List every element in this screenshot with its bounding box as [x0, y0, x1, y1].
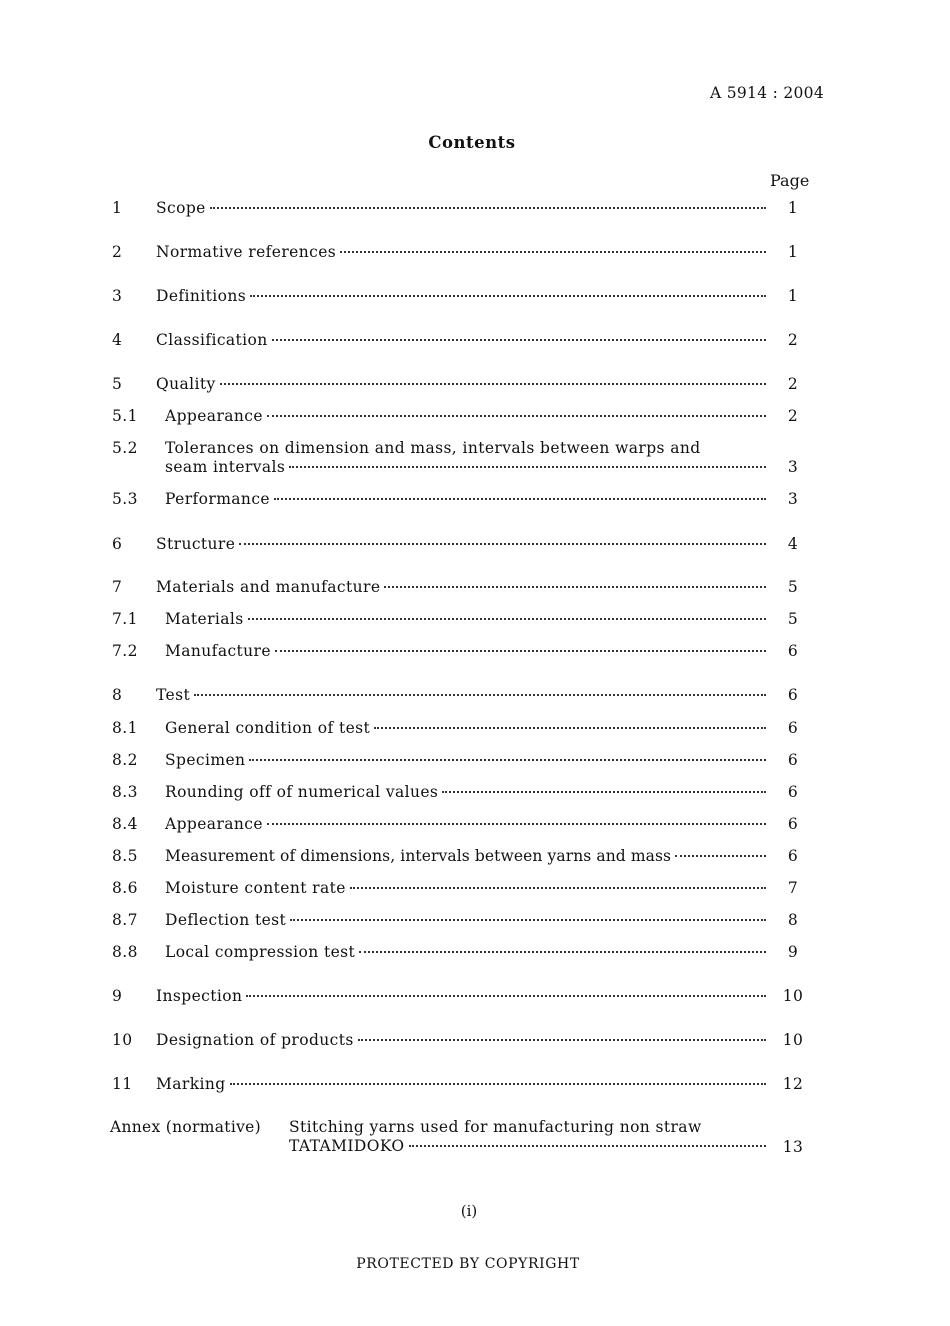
entry-title: Classification: [156, 331, 268, 349]
entry-title-line1: Tolerances on dimension and mass, intervals between warps and: [165, 439, 701, 457]
leader-dots: [194, 694, 766, 696]
entry-page: 3: [787, 458, 799, 476]
document-code: A 5914 : 2004: [710, 84, 824, 102]
entry-page: 1: [787, 243, 799, 261]
toc-entry-7-1[interactable]: [0, 610, 950, 634]
toc-entry-6[interactable]: [0, 535, 950, 559]
leader-dots: [384, 586, 766, 588]
entry-title: Rounding off of numerical values: [165, 783, 439, 801]
leader-dots: [442, 791, 766, 793]
entry-page: 6: [787, 815, 799, 833]
leader-dots: [275, 650, 766, 652]
entry-number: 1: [112, 199, 123, 217]
entry-page: 10: [782, 987, 804, 1005]
toc-entry-5[interactable]: [0, 375, 950, 399]
entry-title: Designation of products: [156, 1031, 354, 1049]
toc-entry-8-3[interactable]: [0, 783, 950, 807]
entry-number: 8.2: [112, 751, 138, 769]
entry-title-line2: seam intervals: [165, 458, 286, 476]
leader-dots: [210, 207, 766, 209]
entry-page: 8: [787, 911, 799, 929]
entry-title: Quality: [156, 375, 216, 393]
entry-number: 5.1: [112, 407, 138, 425]
toc-entry-8-4[interactable]: [0, 815, 950, 839]
entry-page: 10: [782, 1031, 804, 1049]
entry-number: 8.4: [112, 815, 138, 833]
entry-number: 9: [112, 987, 123, 1005]
entry-number: 3: [112, 287, 123, 305]
entry-page: 1: [787, 199, 799, 217]
annex-title-line1: Stitching yarns used for manufacturing non straw: [289, 1118, 702, 1136]
entry-title: Test: [156, 686, 191, 704]
copyright-notice: PROTECTED BY COPYRIGHT: [356, 1256, 580, 1272]
entry-page: 2: [787, 331, 799, 349]
page-number: (i): [460, 1202, 478, 1220]
toc-entry-10[interactable]: [0, 1031, 950, 1055]
entry-title: Deflection test: [165, 911, 287, 929]
entry-title: Marking: [156, 1075, 226, 1093]
leader-dots: [289, 466, 766, 468]
entry-number: 11: [112, 1075, 133, 1093]
entry-number: 5.2: [112, 439, 138, 457]
toc-entry-9[interactable]: [0, 987, 950, 1011]
entry-title: Structure: [156, 535, 236, 553]
toc-entry-1[interactable]: [0, 199, 950, 223]
toc-entry-5-2[interactable]: [0, 439, 950, 483]
leader-dots: [230, 1083, 766, 1085]
leader-dots: [340, 251, 766, 253]
entry-number: 6: [112, 535, 123, 553]
entry-number: 8.5: [112, 847, 138, 865]
entry-title: Appearance: [165, 815, 263, 833]
entry-page: 2: [787, 375, 799, 393]
leader-dots: [250, 295, 766, 297]
leader-dots: [274, 498, 766, 500]
entry-title: Local compression test: [165, 943, 356, 961]
entry-title: Normative references: [156, 243, 337, 261]
entry-number: 7.1: [112, 610, 138, 628]
leader-dots: [248, 618, 766, 620]
entry-title: Manufacture: [165, 642, 271, 660]
entry-number: 8: [112, 686, 123, 704]
leader-dots: [220, 383, 766, 385]
leader-dots: [267, 415, 766, 417]
toc-entry-8-6[interactable]: [0, 879, 950, 903]
entry-page: 6: [787, 751, 799, 769]
toc-entry-8-1[interactable]: [0, 719, 950, 743]
entry-page: 6: [787, 783, 799, 801]
entry-page: 6: [787, 686, 799, 704]
toc-entry-5-3[interactable]: [0, 490, 950, 514]
entry-title: Scope: [156, 199, 206, 217]
leader-dots: [249, 759, 766, 761]
entry-page: 12: [782, 1075, 804, 1093]
toc-entry-11[interactable]: [0, 1075, 950, 1099]
entry-page: 13: [782, 1138, 804, 1156]
leader-dots: [239, 543, 766, 545]
entry-number: 10: [112, 1031, 133, 1049]
leader-dots: [358, 1039, 766, 1041]
toc-entry-8-2[interactable]: [0, 751, 950, 775]
entry-number: 5: [112, 375, 123, 393]
entry-number: 7.2: [112, 642, 138, 660]
entry-title: Appearance: [165, 407, 263, 425]
toc-entry-2[interactable]: [0, 243, 950, 267]
entry-page: 1: [787, 287, 799, 305]
toc-entry-annex[interactable]: [0, 1118, 950, 1162]
entry-number: 8.1: [112, 719, 138, 737]
entry-number: 5.3: [112, 490, 138, 508]
toc-entry-3[interactable]: [0, 287, 950, 311]
toc-entry-7[interactable]: [0, 578, 950, 602]
leader-dots: [246, 995, 766, 997]
toc-entry-5-1[interactable]: [0, 407, 950, 431]
entry-title: Materials: [165, 610, 244, 628]
toc-entry-4[interactable]: [0, 331, 950, 355]
toc-entry-7-2[interactable]: [0, 642, 950, 666]
entry-page: 6: [787, 719, 799, 737]
page-column-label: Page: [770, 171, 810, 190]
entry-page: 2: [787, 407, 799, 425]
entry-page: 9: [787, 943, 799, 961]
toc-entry-8-5[interactable]: [0, 847, 950, 871]
entry-title: Definitions: [156, 287, 247, 305]
entry-number: 2: [112, 243, 123, 261]
page-title: Contents: [428, 133, 516, 152]
leader-dots: [409, 1145, 766, 1147]
entry-page: 6: [787, 847, 799, 865]
annex-label: Annex (normative): [110, 1118, 261, 1136]
leader-dots: [272, 339, 766, 341]
toc-entry-8-7[interactable]: [0, 911, 950, 935]
entry-number: 8.3: [112, 783, 138, 801]
leader-dots: [675, 855, 766, 857]
leader-dots: [267, 823, 766, 825]
entry-page: 5: [787, 578, 799, 596]
entry-title: Specimen: [165, 751, 246, 769]
entry-title: Materials and manufacture: [156, 578, 381, 596]
entry-page: 5: [787, 610, 799, 628]
entry-title: Performance: [165, 490, 270, 508]
leader-dots: [359, 951, 766, 953]
entry-page: 7: [787, 879, 799, 897]
entry-title: Moisture content rate: [165, 879, 346, 897]
entry-number: 8.7: [112, 911, 138, 929]
entry-title: Measurement of dimensions, intervals between yarns and mass: [165, 847, 672, 865]
entry-page: 4: [787, 535, 799, 553]
entry-number: 8.8: [112, 943, 138, 961]
leader-dots: [350, 887, 766, 889]
leader-dots: [374, 727, 766, 729]
entry-number: 8.6: [112, 879, 138, 897]
leader-dots: [290, 919, 766, 921]
entry-page: 6: [787, 642, 799, 660]
entry-number: 7: [112, 578, 123, 596]
toc-entry-8-8[interactable]: [0, 943, 950, 967]
entry-title: General condition of test: [165, 719, 371, 737]
toc-entry-8[interactable]: [0, 686, 950, 710]
entry-number: 4: [112, 331, 123, 349]
entry-title: Inspection: [156, 987, 243, 1005]
annex-title-line2: TATAMIDOKO: [289, 1137, 405, 1155]
entry-page: 3: [787, 490, 799, 508]
